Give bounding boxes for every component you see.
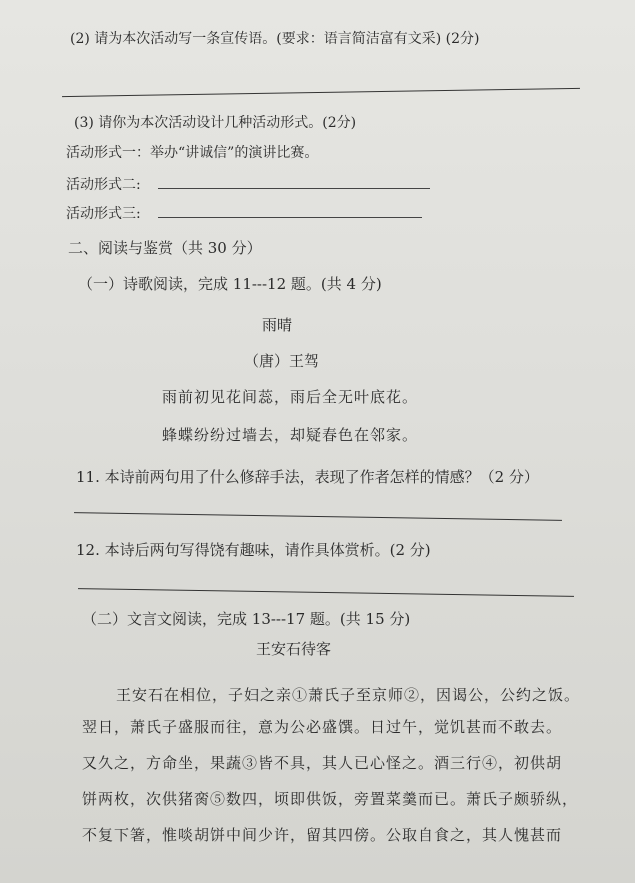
answer-line-q11 — [74, 512, 562, 521]
poem-line-2: 蜂蝶纷纷过墙去，却疑春色在邻家。 — [162, 426, 419, 444]
question-11: 11. 本诗前两句用了什么修辞手法，表现了作者怎样的情感？（2 分） — [76, 468, 539, 486]
activity-form-2-blank — [158, 188, 430, 189]
activity-form-3-blank — [158, 217, 422, 218]
activity-form-1: 活动形式一：举办“讲诚信”的演讲比赛。 — [66, 145, 319, 161]
classical-para-line-1: 王安石在相位，子妇之亲①萧氏子至京师②，因谒公，公约之饭。 — [116, 686, 581, 704]
activity-form-3-label: 活动形式三: — [66, 206, 141, 222]
question-3: (3) 请你为本次活动设计几种活动形式。(2分) — [74, 115, 357, 131]
answer-line-q12 — [78, 588, 574, 597]
poetry-heading: （一）诗歌阅读，完成 11---12 题。(共 4 分) — [78, 275, 382, 293]
section-2-title: 二、阅读与鉴赏（共 30 分） — [68, 239, 262, 257]
classical-para-line-5: 不复下箸，惟啖胡饼中间少许，留其四傍。公取自食之，其人愧甚而 — [82, 826, 563, 844]
classical-title: 王安石待客 — [256, 640, 332, 658]
poem-line-1: 雨前初见花间蕊，雨后全无叶底花。 — [162, 388, 419, 406]
classical-heading: （二）文言文阅读，完成 13---17 题。(共 15 分) — [82, 610, 411, 628]
classical-para-line-3: 又久之，方命坐，果蔬③皆不具，其人已心怪之。酒三行④，初供胡 — [82, 754, 563, 772]
classical-para-line-4: 饼两枚，次供猪脔⑤数四，顷即供饭，旁置菜羹而已。萧氏子颇骄纵， — [82, 790, 579, 808]
classical-para-line-2: 翌日，萧氏子盛服而往，意为公必盛馔。日过午，觉饥甚而不敢去。 — [82, 718, 563, 736]
activity-form-2-label: 活动形式二: — [66, 177, 141, 193]
poem-title: 雨晴 — [262, 316, 293, 334]
answer-line-q2 — [62, 88, 580, 97]
poem-author: （唐）王驾 — [244, 352, 320, 370]
question-2: (2) 请为本次活动写一条宣传语。(要求：语言简洁富有文采) (2分) — [70, 31, 480, 47]
question-12: 12. 本诗后两句写得饶有趣味，请作具体赏析。(2 分) — [76, 541, 431, 559]
